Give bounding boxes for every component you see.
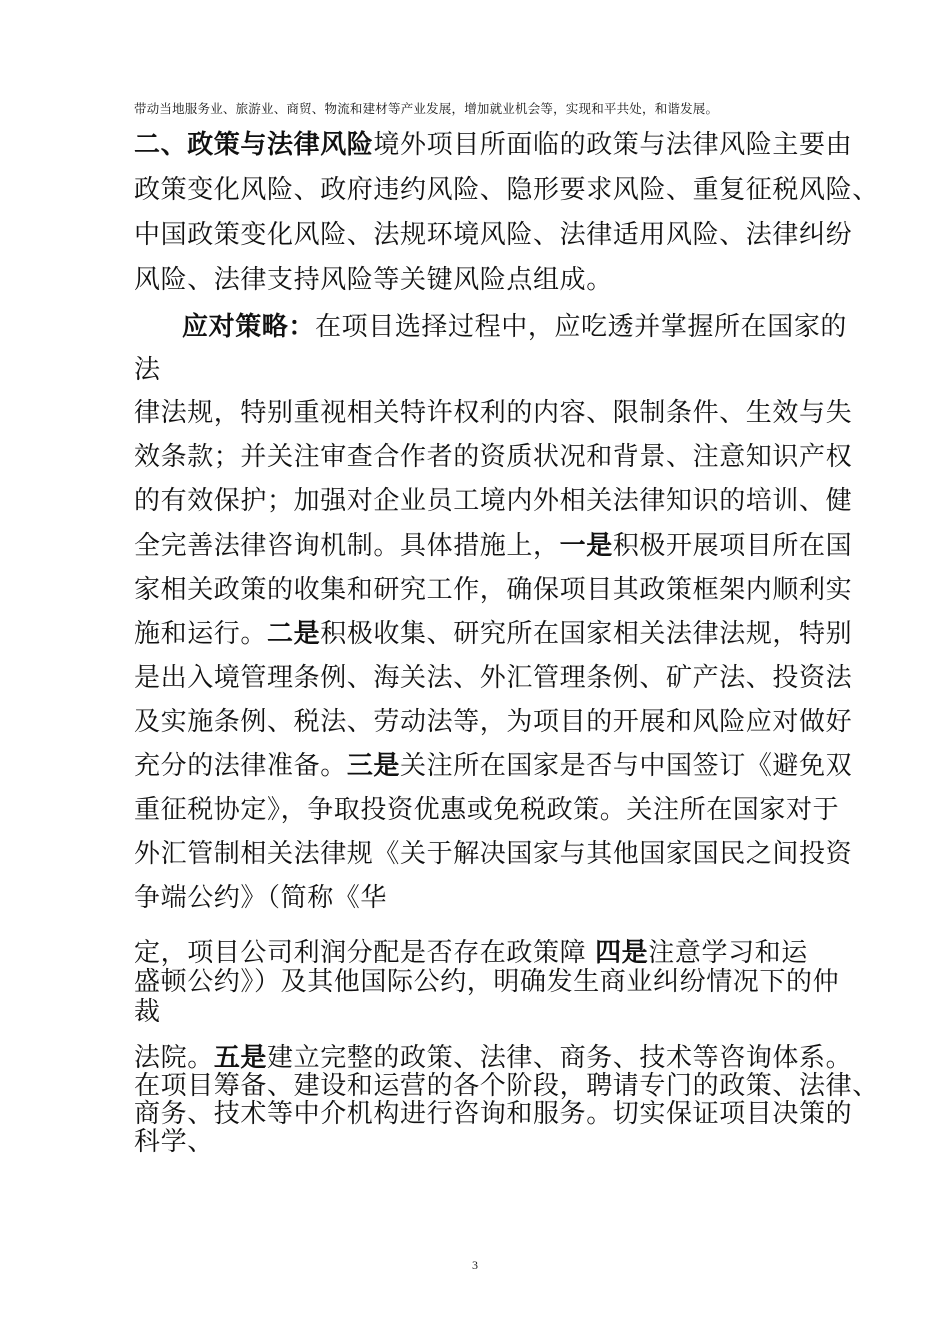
line-text: 建立完整的政策、法律、商务、技术等咨询体系。 bbox=[267, 1043, 853, 1073]
paragraph-line: 重征税协定》，争取投资优惠或免税政策。关注所在国家对于 bbox=[134, 795, 840, 825]
line-text: 充分的法律准备。 bbox=[134, 751, 347, 781]
measure-label: 五是 bbox=[213, 1043, 268, 1073]
section-heading-line bbox=[134, 130, 852, 160]
measure-label: 二是 bbox=[267, 619, 321, 649]
line-text: 施和运行。 bbox=[134, 619, 268, 649]
paragraph-line: 裁 bbox=[134, 997, 161, 1027]
paragraph-line: 在项目筹备、建设和运营的各个阶段，聘请专门的政策、法律、 bbox=[134, 1071, 879, 1101]
line-text: 全完善法律咨询机制。具体措施上， bbox=[134, 531, 560, 561]
line-text: 法院。 bbox=[134, 1043, 214, 1073]
paragraph-line: 争端公约》（简称《华 bbox=[134, 883, 388, 913]
line-text: 积极收集、研究所在国家相关法律法规，特别 bbox=[320, 619, 853, 649]
paragraph-line: 政策变化风险、政府违约风险、隐形要求风险、重复征税风险、 bbox=[134, 175, 879, 205]
paragraph-line bbox=[134, 619, 852, 649]
measure-label: 一是 bbox=[559, 531, 613, 561]
section-heading: 二、政策与法律风险 bbox=[134, 130, 374, 160]
strategy-label: 应对策略： bbox=[182, 312, 316, 342]
paragraph-line bbox=[134, 531, 852, 561]
strategy-line bbox=[182, 312, 847, 342]
paragraph-line: 效条款；并关注审查合作者的资质状况和背景、注意知识产权 bbox=[134, 442, 853, 472]
paragraph-line: 科学、 bbox=[134, 1127, 214, 1157]
paragraph-line bbox=[134, 938, 808, 968]
paragraph-line: 中国政策变化风险、法规环境风险、法律适用风险、法律纠纷 bbox=[134, 220, 853, 250]
paragraph-line: 盛顿公约》）及其他国际公约，明确发生商业纠纷情况下的仲 bbox=[134, 967, 840, 997]
intro-line: 带动当地服务业、旅游业、商贸、物流和建材等产业发展，增加就业机会等，实现和平共处，和谐发展。 bbox=[134, 101, 719, 116]
paragraph-line: 律法规，特别重视相关特许权利的内容、限制条件、生效与失 bbox=[134, 398, 853, 428]
line-text: 注意学习和运 bbox=[648, 938, 808, 968]
paragraph-line: 外汇管制相关法律规《关于解决国家与其他国家国民之间投资 bbox=[134, 839, 853, 869]
line-text: 积极开展项目所在国 bbox=[612, 531, 853, 561]
paragraph-line bbox=[134, 751, 852, 781]
page-number: 3 bbox=[472, 1258, 478, 1272]
paragraph-line: 商务、技术等中介机构进行咨询和服务。切实保证项目决策的 bbox=[134, 1099, 853, 1129]
measure-label: 四是 bbox=[595, 938, 649, 968]
line-text: 境外项目所面临的政策与法律风险主要由 bbox=[373, 130, 853, 160]
paragraph-line: 是出入境管理条例、海关法、外汇管理条例、矿产法、投资法 bbox=[134, 663, 853, 693]
paragraph-line: 的有效保护；加强对企业员工境内外相关法律知识的培训、健 bbox=[134, 486, 853, 516]
paragraph-line: 及实施条例、税法、劳动法等，为项目的开展和风险应对做好 bbox=[134, 707, 853, 737]
paragraph-line: 法 bbox=[134, 355, 161, 385]
measure-label: 三是 bbox=[346, 751, 401, 781]
paragraph-line: 风险、法律支持风险等关键风险点组成。 bbox=[134, 265, 613, 295]
paragraph-line bbox=[134, 1043, 852, 1073]
paragraph-line: 家相关政策的收集和研究工作，确保项目其政策框架内顺利实 bbox=[134, 575, 853, 605]
line-text: 关注所在国家是否与中国签订《避免双 bbox=[400, 751, 853, 781]
line-text: 定，项目公司利润分配是否存在政策障 bbox=[134, 938, 596, 968]
line-text: 在项目选择过程中，应吃透并掌握所在国家的 bbox=[315, 312, 848, 342]
